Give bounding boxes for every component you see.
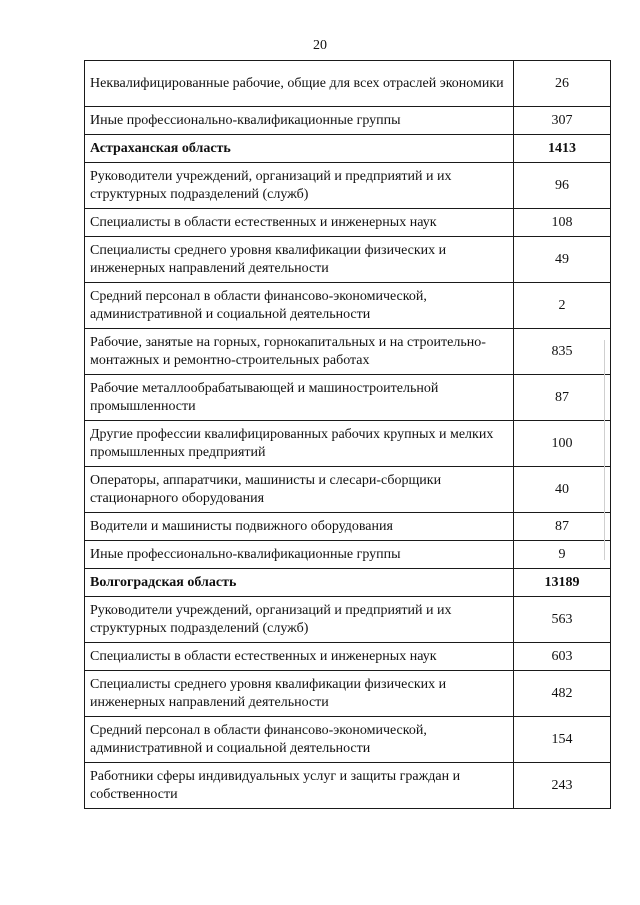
occupation-name: Специалисты в области естественных и инженерных наук (85, 209, 514, 237)
region-row (85, 569, 611, 597)
occupation-count: 9 (514, 541, 611, 569)
occupation-count: 603 (514, 643, 611, 671)
occupation-name: Водители и машинисты подвижного оборудования (85, 513, 514, 541)
table-row (85, 467, 611, 513)
occupation-count: 243 (514, 763, 611, 809)
table-row (85, 237, 611, 283)
table-row (85, 107, 611, 135)
region-name: Волгоградская область (85, 569, 514, 597)
region-total: 13189 (514, 569, 611, 597)
table-row (85, 513, 611, 541)
occupation-name: Средний персонал в области финансово-экономической, административной и социальной деятельности (85, 717, 514, 763)
table-row (85, 209, 611, 237)
occupation-count: 49 (514, 237, 611, 283)
table-row (85, 717, 611, 763)
table-row (85, 375, 611, 421)
occupation-count: 100 (514, 421, 611, 467)
occupation-name: Рабочие, занятые на горных, горнокапитальных и на строительно-монтажных и ремонтно-строительных работах (85, 329, 514, 375)
occupation-name: Работники сферы индивидуальных услуг и защиты граждан и собственности (85, 763, 514, 809)
occupation-name: Руководители учреждений, организаций и предприятий и их структурных подразделений (служб) (85, 163, 514, 209)
occupation-name: Другие профессии квалифицированных рабочих крупных и мелких промышленных предприятий (85, 421, 514, 467)
occupation-count: 563 (514, 597, 611, 643)
table-row (85, 329, 611, 375)
occupation-name: Специалисты в области естественных и инженерных наук (85, 643, 514, 671)
occupation-name: Неквалифицированные рабочие, общие для всех отраслей экономики (85, 61, 514, 107)
table-row (85, 763, 611, 809)
table-row (85, 61, 611, 107)
table-row (85, 671, 611, 717)
table-row (85, 643, 611, 671)
table-row (85, 163, 611, 209)
occupation-count: 482 (514, 671, 611, 717)
region-name: Астраханская область (85, 135, 514, 163)
scan-artifact-line (604, 340, 605, 560)
region-total: 1413 (514, 135, 611, 163)
occupation-name: Операторы, аппаратчики, машинисты и слесари-сборщики стационарного оборудования (85, 467, 514, 513)
occupation-count: 87 (514, 513, 611, 541)
occupation-count: 87 (514, 375, 611, 421)
occupation-name: Руководители учреждений, организаций и предприятий и их структурных подразделений (служб) (85, 597, 514, 643)
occupation-name: Рабочие металлообрабатывающей и машиностроительной промышленности (85, 375, 514, 421)
occupation-table (84, 60, 611, 809)
occupation-name: Средний персонал в области финансово-экономической, административной и социальной деятельности (85, 283, 514, 329)
occupation-name: Иные профессионально-квалификационные группы (85, 107, 514, 135)
occupation-count: 26 (514, 61, 611, 107)
occupation-name: Специалисты среднего уровня квалификации физических и инженерных направлений деятельности (85, 671, 514, 717)
table-row (85, 597, 611, 643)
occupation-count: 2 (514, 283, 611, 329)
table-row (85, 421, 611, 467)
region-row (85, 135, 611, 163)
occupation-count: 154 (514, 717, 611, 763)
page-number: 20 (313, 38, 327, 53)
occupation-name: Специалисты среднего уровня квалификации физических и инженерных направлений деятельности (85, 237, 514, 283)
table-row (85, 283, 611, 329)
occupation-count: 307 (514, 107, 611, 135)
occupation-count: 108 (514, 209, 611, 237)
table-row (85, 541, 611, 569)
occupation-count: 40 (514, 467, 611, 513)
occupation-name: Иные профессионально-квалификационные группы (85, 541, 514, 569)
occupation-count: 96 (514, 163, 611, 209)
occupation-count: 835 (514, 329, 611, 375)
